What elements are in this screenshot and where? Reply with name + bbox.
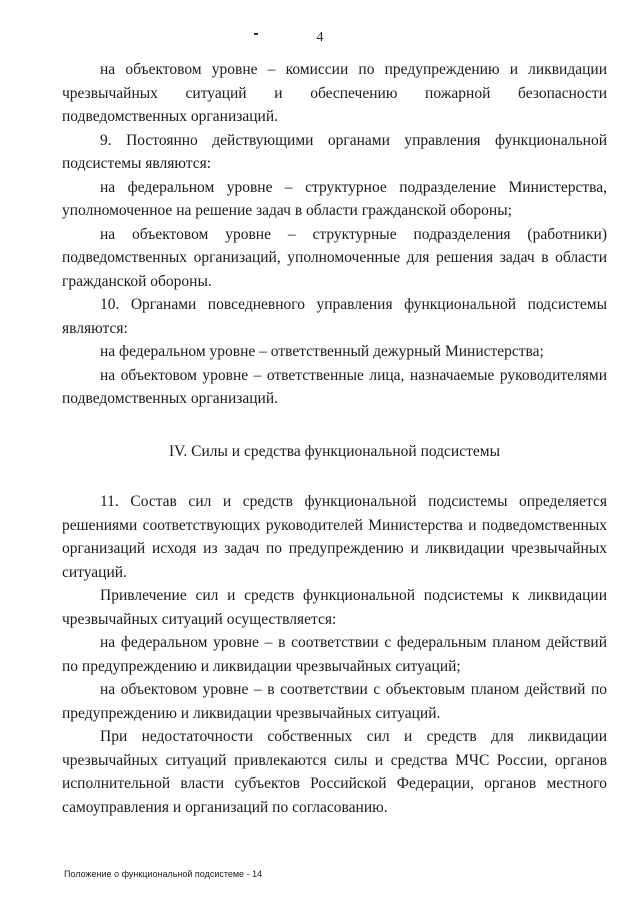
paragraph-insufficient-forces: При недостаточности собственных сил и средств для ликвидации чрезвычайных ситуаций привлекаются силы и средства МЧС России, органов исполнительной власти субъектов Российской Федерации, органов местного самоуправления и организаций по согласованию. [62,728,607,816]
paragraph-federal-action-plan: на федеральном уровне – в соответствии с федеральным планом действий по предупреждению и ликвидации чрезвычайных ситуаций; [62,634,607,675]
scan-speck [254,33,258,35]
page-footer: Положение о функциональной подсистеме - 14 [64,869,263,879]
paragraph-10-daily-management-bodies: 10. Органами повседневного управления функциональной подсистемы являются: [62,296,607,337]
paragraph-objective-responsible-persons: на объектовом уровне – ответственные лица, назначаемые руководителями подведомственных организаций. [62,366,607,407]
paragraph-federal-structural-unit: на федеральном уровне – структурное подразделение Министерства, уполномоченное на решение задач в области гражданской обороны; [62,178,607,219]
page-number: 4 [316,30,324,45]
section-heading-iv: IV. Силы и средства функциональной подсистемы [169,442,500,460]
paragraph-objective-level-commissions: на объектовом уровне – комиссии по предупреждению и ликвидации чрезвычайных ситуаций и обеспечению пожарной безопасности подведомственных организаций. [62,61,607,125]
paragraph-11-forces-composition: 11. Состав сил и средств функциональной подсистемы определяется решениями соответствующих руководителей Министерства и подведомственных организаций исходя из задач по предупреждению и ликвидации чрезвычайных ситуаций. [62,493,607,581]
document-body [62,58,607,819]
paragraph-objective-structural-units: на объектовом уровне – структурные подразделения (работники) подведомственных организаций, уполномоченные для решения задач в области гражданской обороны. [62,225,607,290]
paragraph-federal-duty-officer: на федеральном уровне – ответственный дежурный Министерства; [100,343,544,360]
paragraph-objective-action-plan: на объектовом уровне – в соответствии с объектовым планом действий по предупреждению и ликвидации чрезвычайных ситуаций. [62,681,607,722]
paragraph-9-permanent-bodies: 9. Постоянно действующими органами управления функциональной подсистемы являются: [62,131,607,172]
paragraph-forces-involvement: Привлечение сил и средств функциональной подсистемы к ликвидации чрезвычайных ситуаций осуществляется: [62,587,607,628]
